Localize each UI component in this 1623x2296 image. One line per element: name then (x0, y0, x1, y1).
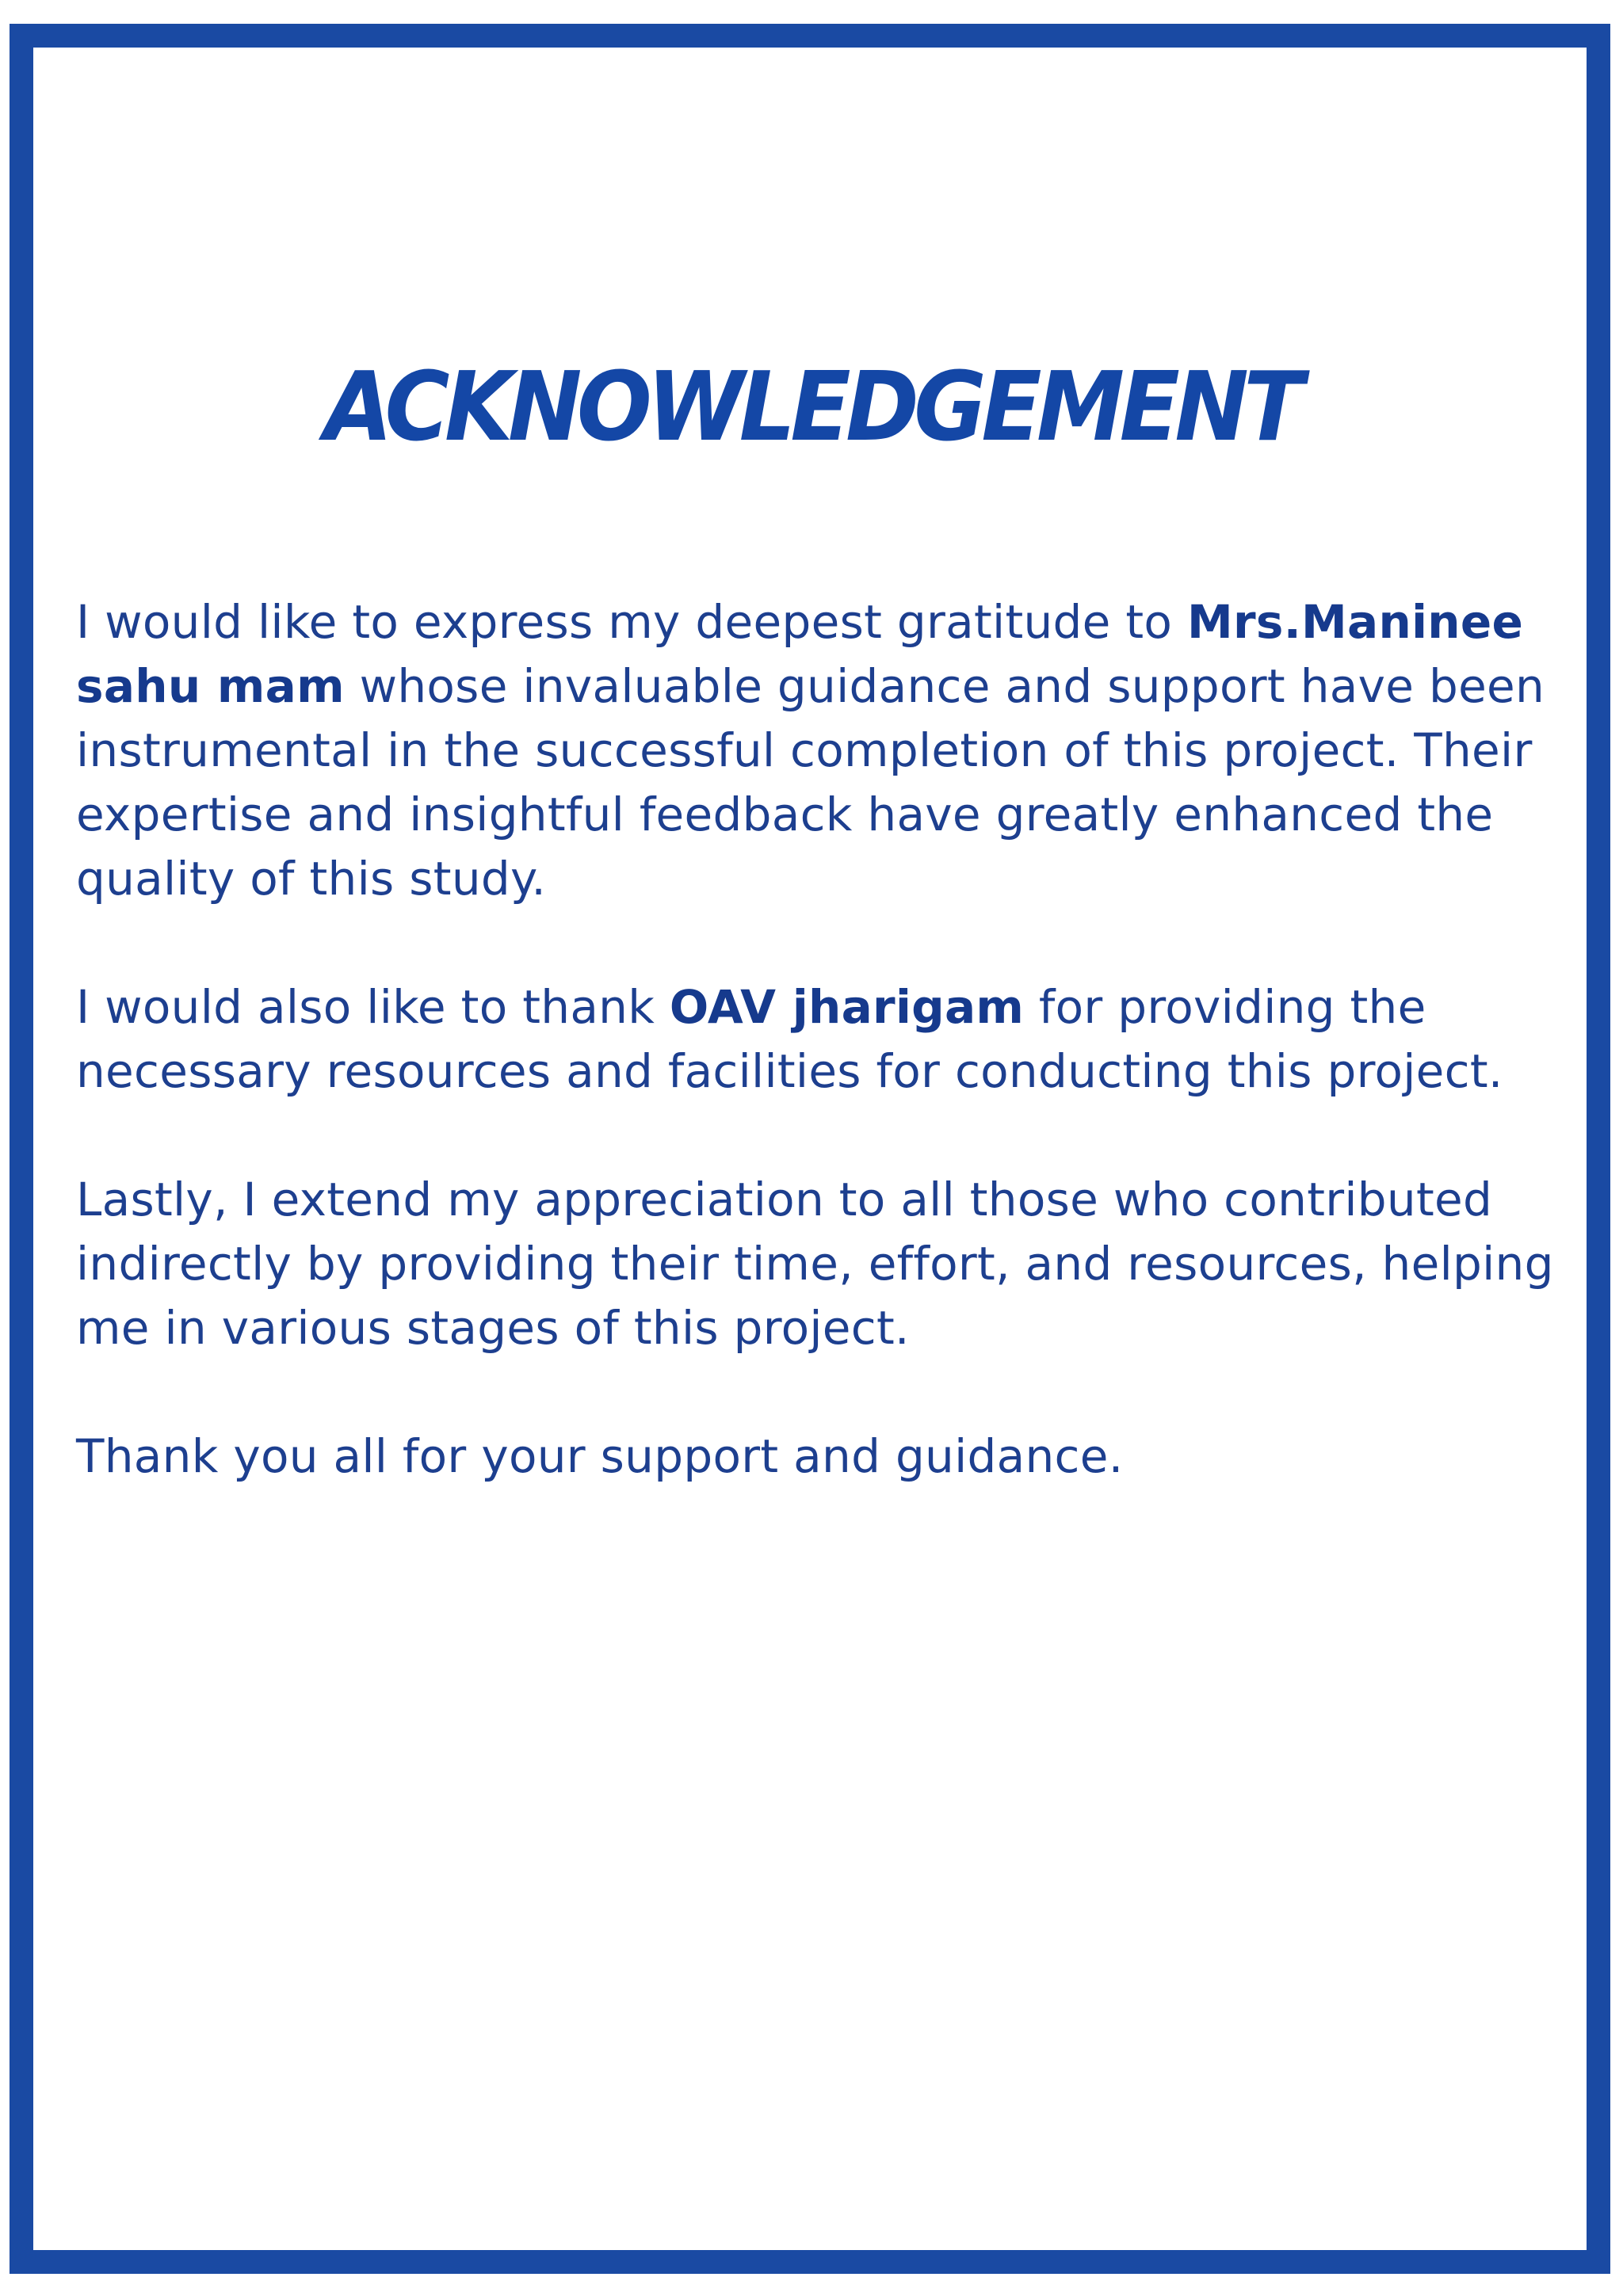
paragraph-gratitude-lead: I would like to express my deepest gratitude to (76, 595, 1187, 649)
paragraph-thanks: Thank you all for your support and guidance. (76, 1429, 1124, 1483)
paragraph-gratitude-rest: whose invaluable guidance and support have been instrumental in the successful completion of this project. Their expertise and insightful feedback have greatly enhanced the quality of this study. (76, 659, 1545, 906)
paragraph-institution-rest: for providing the necessary resources and facilities for conducting this project. (76, 980, 1503, 1098)
paragraph-institution (76, 975, 1566, 1104)
acknowledgement-body (76, 590, 1566, 1489)
mentor-name: Mrs.Maninee sahu mam (76, 595, 1524, 713)
paragraph-appreciation: Lastly, I extend my appreciation to all those who contributed indirectly by providing their time, effort, and resources, helping me in various stages of this project. (76, 1173, 1554, 1355)
paragraph-institution-lead: I would also like to thank (76, 980, 670, 1034)
paragraph-gratitude (76, 590, 1566, 911)
institution-name: OAV jharigam (669, 980, 1025, 1034)
page-title: ACKNOWLEDGEMENT (324, 353, 1299, 463)
